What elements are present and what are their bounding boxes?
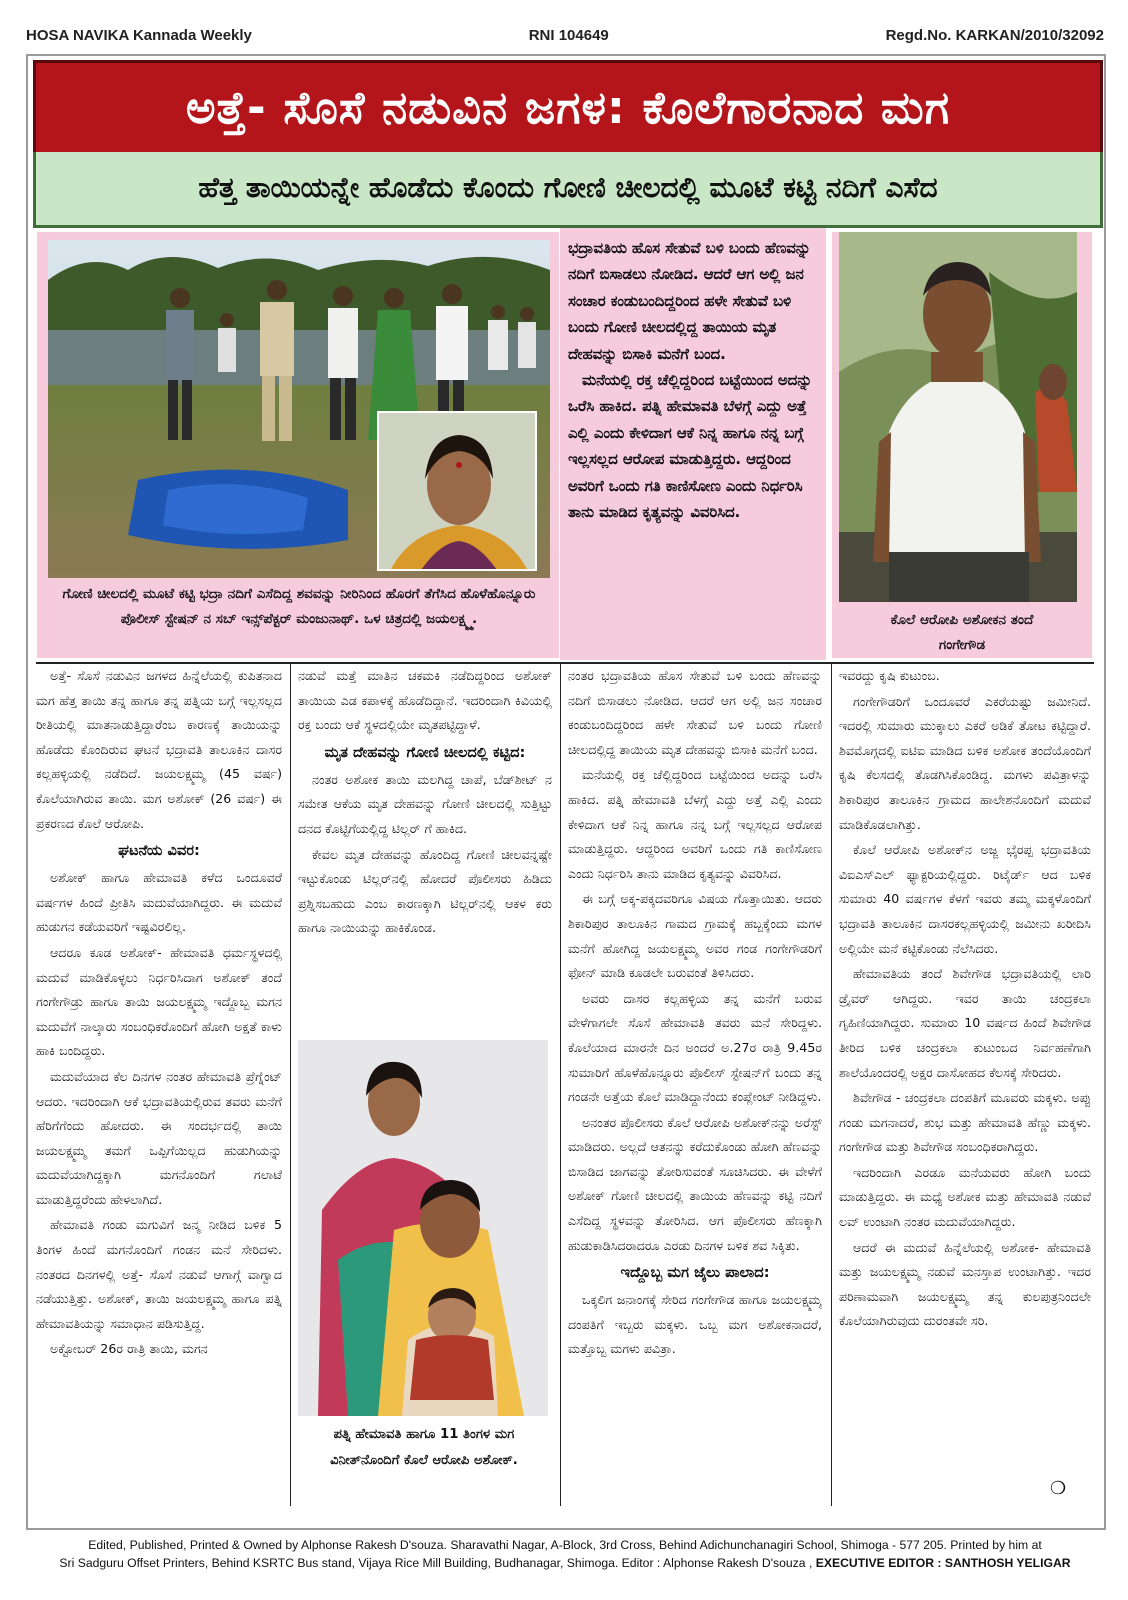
col3-para: ಅನಂತರ ಪೊಲೀಸರು ಕೊಲೆ ಆರೋಪಿ ಅಶೋಕ್‌ನನ್ನು ಅರೆಸ್ಟ್ ಮಾಡಿದರು. ಅಲ್ಲದೆ ಆತನನ್ನು ಕರೆದುಕೊಂಡು ಹೋಗಿ ಹೆಣವನ್ನು ಬಿಸಾಡಿದ ಜಾಗವನ್ನು ತೋರಿಸುವಂತೆ ಸೂಚಿಸಿದರು. ಈ ವೇಳೆಗೆ ಅಶೋಕ್ ಗೋಣಿ ಚೀಲದಲ್ಲಿ ತಾಯಿಯ ಹೆಣವನ್ನು ಕಟ್ಟಿ ನದಿಗೆ ಎಸೆದಿದ್ದ ಸ್ಥಳವನ್ನು ತೋರಿಸಿದ. ಆಗ ಪೊಲೀಸರು ಹೆಣಕ್ಕಾಗಿ ಹುಡುಕಾಡಿಸಿದರಾದರೂ ಎರಡು ದಿನಗಳ ಬಳಿಕ ಶವ ಸಿಕ್ಕಿತು. (568, 1114, 822, 1253)
col2-para: ಕೇವಲ ಮೃತ ದೇಹವನ್ನು ಹೊಂದಿದ್ದ ಗೋಣಿ ಚೀಲವನ್ನಷ್ಟೇ ಇಟ್ಟುಕೊಂಡು ಟಿಲ್ಲರ್‌ನಲ್ಲಿ ಹೋದರೆ ಪೊಲೀಸರು ಹಿಡಿದು ಪ್ರಶ್ನಿಸಬಹುದು ಎಂಬ ಕಾರಣಕ್ಕಾಗಿ ಟಿಲ್ಲರ್‌ನಲ್ಲಿ ಆಕಳ ಕರು ಹಾಗೂ ನಾಯಿಯನ್ನು ಹಾಕಿಕೊಂಡ. (298, 846, 552, 936)
article-column-1 (36, 664, 282, 1506)
masthead (26, 24, 1104, 46)
subheadline: ಹೆತ್ತ ತಾಯಿಯನ್ನೇ ಹೊಡೆದು ಕೊಂದು ಗೋಣಿ ಚೀಲದಲ್ಲಿ ಮೂಟೆ ಕಟ್ಟಿ ನದಿಗೆ ಎಸೆದ (33, 152, 1103, 228)
col4-para: ಇವರದ್ದು ಕೃಷಿ ಕುಟುಂಬ. (839, 668, 940, 683)
col4-para: ಕೊಲೆ ಆರೋಪಿ ಅಶೋಕ್‌ನ ಅಜ್ಜ ಭೈರಪ್ಪ ಭದ್ರಾವತಿಯ ವಿಐಎಸ್‌ಎಲ್ ಫ್ಯಾಕ್ಟರಿಯಲ್ಲಿದ್ದರು. ರಿಟೈರ್ಡ್ ಆದ ಬಳಿಕ ಸುಮಾರು 40 ವರ್ಷಗಳ ಕೆಳಗೆ ಇವರು ತಮ್ಮ ಮಕ್ಕಳೊಂದಿಗೆ ಭದ್ರಾವತಿ ತಾಲೂಕಿನ ದಾಸರಕಲ್ಲಹಳ್ಳಿಯಲ್ಲಿ ಜಮೀನು ಖರೀದಿಸಿ ಅಲ್ಲಿಯೇ ಮನೆ ಕಟ್ಟಿಕೊಂಡು ನೆಲೆಸಿದರು. (839, 842, 1091, 956)
col3-para: ನಂತರ ಭದ್ರಾವತಿಯ ಹೊಸ ಸೇತುವೆ ಬಳಿ ಬಂದು ಹೆಣವನ್ನು ನದಿಗೆ ಬಿಸಾಡಲು ನೋಡಿದ. ಆದರೆ ಆಗ ಅಲ್ಲಿ ಜನ ಸಂಚಾರ ಕಂಡುಬಂದಿದ್ದರಿಂದ ಹಳೇ ಸೇತುವೆ ಬಳಿ ಬಂದು ಗೋಣಿ ಚೀಲದಲ್ಲಿದ್ದ ತಾಯಿಯ ಮೃತ ದೇಹವನ್ನು ಬಿಸಾಕಿ ಮನೆಗೆ ಬಂದ. (568, 668, 822, 757)
col1-para: ಮದುವೆಯಾದ ಕೆಲ ದಿನಗಳ ನಂತರ ಹೇಮಾವತಿ ಪ್ರೆಗ್ನೆಂಟ್ ಆದರು. ಇದರಿಂದಾಗಿ ಆಕೆ ಭದ್ರಾವತಿಯಲ್ಲಿರುವ ತವರು ಮನೆಗೆ ಹೆರಿಗೆಗೆಂದು ಹೋದರು. ಈ ಸಂದರ್ಭದಲ್ಲಿ ತಾಯಿ ಜಯಲಕ್ಷ್ಮಮ್ಮ ತಮಗೆ ಒಪ್ಪಿಗೆಯಿಲ್ಲದ ಹುಡುಗಿಯನ್ನು ಮದುವೆಯಾಗಿದ್ದಕ್ಕಾಗಿ ಮಗನೊಂದಿಗೆ ಗಲಾಟೆ ಮಾಡುತ್ತಿದ್ದರೆಂದು ಹೇಳಲಾಗಿದೆ. (36, 1068, 282, 1207)
imprint-executive-editor: EXECUTIVE EDITOR : SANTHOSH YELIGAR (815, 1556, 1071, 1570)
photo3-caption: ಕೊಲೆ ಆರೋಪಿ ಅಶೋಕನ ತಂದೆ ಗಂಗೇಗೌಡ (890, 612, 1034, 653)
imprint-line-2 (30, 1555, 1100, 1571)
victim-inset-photo (377, 411, 537, 571)
article-column-2 (298, 664, 552, 1034)
col4-para: ಗಂಗೇಗೌಡರಿಗೆ ಒಂದೂವರೆ ಎಕರೆಯಷ್ಟು ಜಮೀನಿದೆ. ಇದರಲ್ಲಿ ಸುಮಾರು ಮುಕ್ಕಾಲು ಎಕರೆ ಅಡಿಕೆ ತೋಟ ಕಟ್ಟಿದ್ದಾರೆ. ಶಿವಮೊಗ್ಗದಲ್ಲಿ ಐಟಿಐ ಮಾಡಿದ ಬಳಿಕ ಅಶೋಕ ತಂದೆಯೊಂದಿಗೆ ಕೃಷಿ ಕೆಲಸದಲ್ಲಿ ತೊಡಗಿಸಿಕೊಂಡಿದ್ದ. ಮಗಳು ಪವಿತ್ರಾಳನ್ನು ಶಿಕಾರಿಪುರ ತಾಲೂಕಿನ ಗ್ರಾಮದ ಹಾಲೇಶನೊಂದಿಗೆ ಮದುವೆ ಮಾಡಿಕೊಡಲಾಗಿತ್ತು. (839, 693, 1091, 832)
col3-para: ಒಕ್ಕಲಿಗ ಜನಾಂಗಕ್ಕೆ ಸೇರಿದ ಗಂಗೇಗೌಡ ಹಾಗೂ ಜಯಲಕ್ಷ್ಮಮ್ಮ ದಂಪತಿಗೆ ಇಬ್ಬರು ಮಕ್ಕಳು. ಒಬ್ಬ ಮಗ ಅಶೋಕನಾದರೆ, ಮತ್ತೊಬ್ಬ ಮಗಳು ಪವಿತ್ರಾ. (568, 1292, 822, 1357)
column-rule-2 (560, 664, 561, 1506)
photo4-caption: ಪತ್ನಿ ಹೇಮಾವತಿ ಹಾಗೂ 11 ತಿಂಗಳ ಮಗ ವಿನೀತ್‌ನೊಂದಿಗೆ ಕೊಲೆ ಆರೋಪಿ ಅಶೋಕ್. (330, 1427, 518, 1468)
highlight-para-1: ಭದ್ರಾವತಿಯ ಹೊಸ ಸೇತುವೆ ಬಳಿ ಬಂದು ಹೆಣವನ್ನು ನದಿಗೆ ಬಿಸಾಡಲು ನೋಡಿದ. ಆದರೆ ಆಗ ಅಲ್ಲಿ ಜನ ಸಂಚಾರ ಕಂಡುಬಂದಿದ್ದರಿಂದ ಹಳೇ ಸೇತುವೆ ಬಳಿ ಬಂದು ಗೋಣಿ ಚೀಲದಲ್ಲಿದ್ದ ತಾಯಿಯ ಮೃತ ದೇಹವನ್ನು ಬಿಸಾಕಿ ಮನೆಗೆ ಬಂದ. (568, 240, 811, 363)
imprint-printer: Sri Sadguru Offset Printers, Behind KSRTC Bus stand, Vijaya Rice Mill Building, Budhanagar, Shimoga. Editor : Alphonse Rakesh D'souza , (59, 1556, 816, 1570)
col2-para: ನಡುವೆ ಮತ್ತೆ ಮಾತಿನ ಚಕಮಕಿ ನಡೆದಿದ್ದರಿಂದ ಅಶೋಕ್ ತಾಯಿಯ ಎಡ ಕಪಾಳಕ್ಕೆ ಹೊಡೆದಿದ್ದಾನೆ. ಇದರಿಂದಾಗಿ ಕಿವಿಯಲ್ಲಿ ರಕ್ತ ಬಂದು ಆಕೆ ಸ್ಥಳದಲ್ಲಿಯೇ ಮೃತಪಟ್ಟಿದ್ದಾಳೆ. (298, 668, 552, 733)
col1-para: ಅಕ್ಟೋಬರ್ 26ರ ರಾತ್ರಿ ತಾಯಿ, ಮಗನ (50, 1341, 208, 1357)
col1-para: ಆದರೂ ಕೂಡ ಅಶೋಕ್- ಹೇಮಾವತಿ ಧರ್ಮಸ್ಥಳದಲ್ಲಿ ಮದುವೆ ಮಾಡಿಕೊಳ್ಳಲು ನಿರ್ಧರಿಸಿದಾಗ ಅಶೋಕ್ ತಂದೆ ಗಂಗೇಗೌಡ್ರು ಹಾಗೂ ತಾಯಿ ಜಯಲಕ್ಷ್ಮಮ್ಮ ಇದ್ದೊಬ್ಬ ಮಗನ ಮದುವೆಗೆ ನಾಲ್ಕಾರು ಸಂಬಂಧಿಕರೊಂದಿಗೆ ಹೋಗಿ ಅಕ್ಷತೆ ಕಾಳು ಹಾಕಿ ಬಂದಿದ್ದರು. (36, 944, 282, 1059)
col2-para: ನಂತರ ಅಶೋಕ ತಾಯಿ ಮಲಗಿದ್ದ ಚಾಪೆ, ಬೆಡ್‌ಶೀಟ್ ನ ಸಮೇತ ಆಕೆಯ ಮೃತ ದೇಹವನ್ನು ಗೋಣಿ ಚೀಲದಲ್ಲಿ ಸುತ್ತಿಟ್ಟು ದನದ ಕೊಟ್ಟಿಗೆಯಲ್ಲಿದ್ದ ಟಿಲ್ಲರ್ ಗೆ ಹಾಕಿದ. (298, 771, 552, 836)
col1-para: ಅತ್ತೆ- ಸೊಸೆ ನಡುವಿನ ಜಗಳದ ಹಿನ್ನೆಲೆಯಲ್ಲಿ ಕುಪಿತನಾದ ಮಗ ಹೆತ್ತ ತಾಯಿ ತನ್ನ ಹಾಗೂ ತನ್ನ ಪತ್ನಿಯ ಬಗ್ಗೆ ಇಲ್ಲಸಲ್ಲದ ರೀತಿಯಲ್ಲಿ ಮಾತನಾಡುತ್ತಿದ್ದಾರೆಂಬ ಕಾರಣಕ್ಕೆ ತಾಯಿಯನ್ನು ಹೊಡೆದು ಕೊಂದಿರುವ ಘಟನೆ ಭದ್ರಾವತಿ ತಾಲೂಕಿನ ದಾಸರ ಕಲ್ಲಹಳ್ಳಿಯಲ್ಲಿ ನಡೆದಿದೆ. ಜಯಲಕ್ಷ್ಮಮ್ಮ (45 ವರ್ಷ) ಕೊಲೆಯಾಗಿರುವ ತಾಯಿ. ಮಗ ಅಶೋಕ್ (26 ವರ್ಷ) ಈ ಪ್ರಕರಣದ ಕೊಲೆ ಆರೋಪಿ. (36, 668, 282, 831)
col3-subheading: ಇದ್ದೊಬ್ಬ ಮಗ ಜೈಲು ಪಾಲಾದ: (620, 1264, 770, 1282)
col3-para: ಈ ಬಗ್ಗೆ ಅಕ್ಕ-ಪಕ್ಕದವರಿಗೂ ವಿಷಯ ಗೊತ್ತಾಯಿತು. ಆದರು ಶಿಕಾರಿಪುರ ತಾಲೂಕಿನ ಗಾಮದ ಗ್ರಾಮಕ್ಕೆ ಹಬ್ಬಕ್ಕೆಂದು ಮಗಳ ಮನೆಗೆ ಹೋಗಿದ್ದ ಜಯಲಕ್ಷ್ಮಮ್ಮ ಅವರ ಗಂಡ ಗಂಗೇಗೌಡರಿಗೆ ಫೋನ್ ಮಾಡಿ ಕೂಡಲೇ ಬರುವಂತೆ ತಿಳಿಸಿದರು. (568, 891, 822, 981)
col4-para: ಶಿವೇಗೌಡ - ಚಂದ್ರಕಲಾ ದಂಪತಿಗೆ ಮೂವರು ಮಕ್ಕಳು. ಅಪ್ಪು ಗಂಡು ಮಗನಾದರೆ, ಶುಭ ಮತ್ತು ಹೇಮಾವತಿ ಹೆಣ್ಣು ಮಕ್ಕಳು. ಗಂಗೇಗೌಡ ಮತ್ತು ಶಿವೇಗೌಡ ಸಂಬಂಧಿಕರಾಗಿದ್ದರು. (839, 1090, 1091, 1155)
end-mark-icon: ❍ (1050, 1478, 1067, 1499)
masthead-regd: Regd.No. KARKAN/2010/32092 (885, 26, 1104, 44)
col4-para: ಹೇಮಾವತಿಯ ತಂದೆ ಶಿವೇಗೌಡ ಭದ್ರಾವತಿಯಲ್ಲಿ ಲಾರಿ ಡ್ರೈವರ್ ಆಗಿದ್ದರು. ಇವರ ತಾಯಿ ಚಂದ್ರಕಲಾ ಗೃಹಿಣಿಯಾಗಿದ್ದರು. ಸುಮಾರು 10 ವರ್ಷದ ಹಿಂದೆ ಶಿವೇಗೌಡ ತೀರಿದ ಬಳಿಕ ಚಂದ್ರಕಲಾ ಕುಟುಂಬದ ನಿರ್ವಹಣೆಗಾಗಿ ಶಾಲೆಯೊಂದರಲ್ಲಿ ಅಕ್ಷರ ದಾಸೋಹದ ಕೆಲಸಕ್ಕೆ ಸೇರಿದರು. (839, 966, 1091, 1080)
photo1-caption: ಗೋಣಿ ಚೀಲದಲ್ಲಿ ಮೂಟೆ ಕಟ್ಟಿ ಭದ್ರಾ ನದಿಗೆ ಎಸೆದಿದ್ದ ಶವವನ್ನು ನೀರಿನಿಂದ ಹೊರಗೆ ತೆಗೆಸಿದ ಹೊಳೆಹೊನ್ನೂರು ಪೊಲೀಸ್ ಸ್ಟೇಷನ್ ನ ಸಬ್ ಇನ್ಸ್‌ಪೆಕ್ಟರ್ ಮಂಜುನಾಥ್. ಒಳ ಚಿತ್ರದಲ್ಲಿ ಜಯಲಕ್ಷ್ಮ್ಮ. (62, 586, 536, 627)
father-photo (839, 232, 1077, 602)
column-rule-1 (290, 664, 291, 1506)
col1-para: ಹೇಮಾವತಿ ಗಂಡು ಮಗುವಿಗೆ ಜನ್ಮ ನೀಡಿದ ಬಳಿಕ 5 ತಿಂಗಳ ಹಿಂದೆ ಮಗನೊಂದಿಗೆ ಗಂಡನ ಮನೆ ಸೇರಿದಳು. ನಂತರದ ದಿನಗಳಲ್ಲಿ ಅತ್ತೆ- ಸೊಸೆ ನಡುವೆ ಆಗಾಗ್ಗೆ ವಾಗ್ವಾದ ನಡೆಯುತ್ತಿತ್ತು. ಅಶೋಕ್, ತಾಯಿ ಜಯಲಕ್ಷ್ಮಮ್ಮ ಹಾಗೂ ಪತ್ನಿ ಹೇಮಾವತಿಯನ್ನು ಸಮಾಧಾನ ಪಡಿಸುತ್ತಿದ್ದ. (36, 1217, 282, 1331)
col3-para: ಅವರು ದಾಸರ ಕಲ್ಲಹಳ್ಳಿಯ ತನ್ನ ಮನೆಗೆ ಬರುವ ವೇಳೆಗಾಗಲೇ ಸೊಸೆ ಹೇಮಾವತಿ ತವರು ಮನೆ ಸೇರಿದ್ದಳು. ಕೊಲೆಯಾದ ಮಾರನೇ ದಿನ ಅಂದರೆ ಅ.27ರ ರಾತ್ರಿ 9.45ರ ಸುಮಾರಿಗೆ ಹೊಳೆಹೊನ್ನೂರು ಪೊಲೀಸ್ ಸ್ಟೇಷನ್‌ಗೆ ಬಂದು ತನ್ನ ಗಂಡನೇ ಅತ್ತೆಯ ಕೊಲೆ ಮಾಡಿದ್ದಾನೆಂದು ಕಂಪ್ಲೇಂಟ್ ನೀಡಿದ್ದಳು. (568, 990, 822, 1105)
article-column-3 (568, 664, 822, 1506)
col3-para: ಮನೆಯಲ್ಲಿ ರಕ್ತ ಚೆಲ್ಲಿದ್ದರಿಂದ ಬಟ್ಟೆಯಿಂದ ಅದನ್ನು ಒರೆಸಿ ಹಾಕಿದ. ಪತ್ನಿ ಹೇಮಾವತಿ ಬೆಳಗ್ಗೆ ಎದ್ದು ಅತ್ತೆ ಎಲ್ಲಿ ಎಂದು ಕೇಳಿದಾಗ ಆಕೆ ನಿನ್ನ ಹಾಗೂ ನನ್ನ ಬಗ್ಗೆ ಇಲ್ಲಸಲ್ಲದ ಆರೋಪ ಮಾಡುತ್ತಿದ್ದರು. ಆದ್ದರಿಂದ ಅವರಿಗೆ ಒಂದು ಗತಿ ಕಾಣಿಸೋಣ ಎಂದು ನಿರ್ಧರಿಸಿ ತಾನು ಮಾಡಿದ ಕೃತ್ಯವನ್ನು ವಿವರಿಸಿದ. (568, 767, 822, 881)
headline: ಅತ್ತೆ- ಸೊಸೆ ನಡುವಿನ ಜಗಳ: ಕೊಲೆಗಾರನಾದ ಮಗ (33, 60, 1103, 156)
col4-para: ಇದರಿಂದಾಗಿ ಎರಡೂ ಮನೆಯವರು ಹೋಗಿ ಬಂದು ಮಾಡುತ್ತಿದ್ದರು. ಈ ಮಧ್ಯೆ ಅಶೋಕ ಮತ್ತು ಹೇಮಾವತಿ ನಡುವೆ ಲವ್ ಉಂಟಾಗಿ ನಂತರ ಮದುವೆಯಾಗಿದ್ದರು. (839, 1164, 1091, 1230)
masthead-rni: RNI 104649 (528, 26, 609, 44)
col4-para: ಆದರೆ ಈ ಮದುವೆ ಹಿನ್ನೆಲೆಯಲ್ಲಿ ಅಶೋಕ- ಹೇಮಾವತಿ ಮತ್ತು ಜಯಲಕ್ಷ್ಮಮ್ಮ ನಡುವೆ ಮನಸ್ತಾಪ ಉಂಟಾಗಿತ್ತು. ಇದರ ಪರಿಣಾಮವಾಗಿ ಜಯಲಕ್ಷ್ಮಮ್ಮ ತನ್ನ ಕುಲಪುತ್ರನಿಂದಲೇ ಕೊಲೆಯಾಗಿರುವುದು ದುರಂತವೇ ಸರಿ. (839, 1239, 1091, 1329)
col2-subheading: ಮೃತ ದೇಹವನ್ನು ಗೋಣಿ ಚೀಲದಲ್ಲಿ ಕಟ್ಟಿದ: (324, 743, 526, 761)
masthead-title: HOSA NAVIKA Kannada Weekly (26, 26, 252, 44)
family-photo (298, 1040, 548, 1416)
highlight-para-2: ಮನೆಯಲ್ಲಿ ರಕ್ತ ಚೆಲ್ಲಿದ್ದರಿಂದ ಬಟ್ಟೆಯಿಂದ ಅದನ್ನು ಒರೆಸಿ ಹಾಕಿದ. ಪತ್ನಿ ಹೇಮಾವತಿ ಬೆಳಗ್ಗೆ ಎದ್ದು ಅತ್ತೆ ಎಲ್ಲಿ ಎಂದು ಕೇಳಿದಾಗ ಆಕೆ ನಿನ್ನ ಹಾಗೂ ನನ್ನ ಬಗ್ಗೆ ಇಲ್ಲಸಲ್ಲದ ಆರೋಪ ಮಾಡುತ್ತಿದ್ದರು. ಆದ್ದರಿಂದ ಅವರಿಗೆ ಒಂದು ಗತಿ ಕಾಣಿಸೋಣ ಎಂದು ನಿರ್ಧರಿಸಿ ತಾನು ಮಾಡಿದ ಕೃತ್ಯವನ್ನು ವಿವರಿಸಿದ. (568, 372, 813, 522)
col1-para: ಅಶೋಕ್ ಹಾಗೂ ಹೇಮಾವತಿ ಕಳೆದ ಒಂದೂವರೆ ವರ್ಷಗಳ ಹಿಂದೆ ಪ್ರೀತಿಸಿ ಮದುವೆಯಾಗಿದ್ದರು. ಈ ಮದುವೆ ಹುಡುಗನ ಕಡೆಯವರಿಗೆ ಇಷ್ಟವಿರಲಿಲ್ಲ. (36, 870, 282, 935)
column-rule-3 (831, 664, 832, 1506)
article-column-4 (839, 664, 1091, 1506)
highlight-text (568, 236, 820, 526)
col1-subheading: ಘಟನೆಯ ವಿವರ: (118, 842, 200, 860)
imprint-line-1: Edited, Published, Printed & Owned by Alphonse Rakesh D'souza. Sharavathi Nagar, A-Block, 3rd Cross, Behind Adichunchanagiri School, Shimoga - 577 205. Printed by him at (88, 1538, 1042, 1552)
